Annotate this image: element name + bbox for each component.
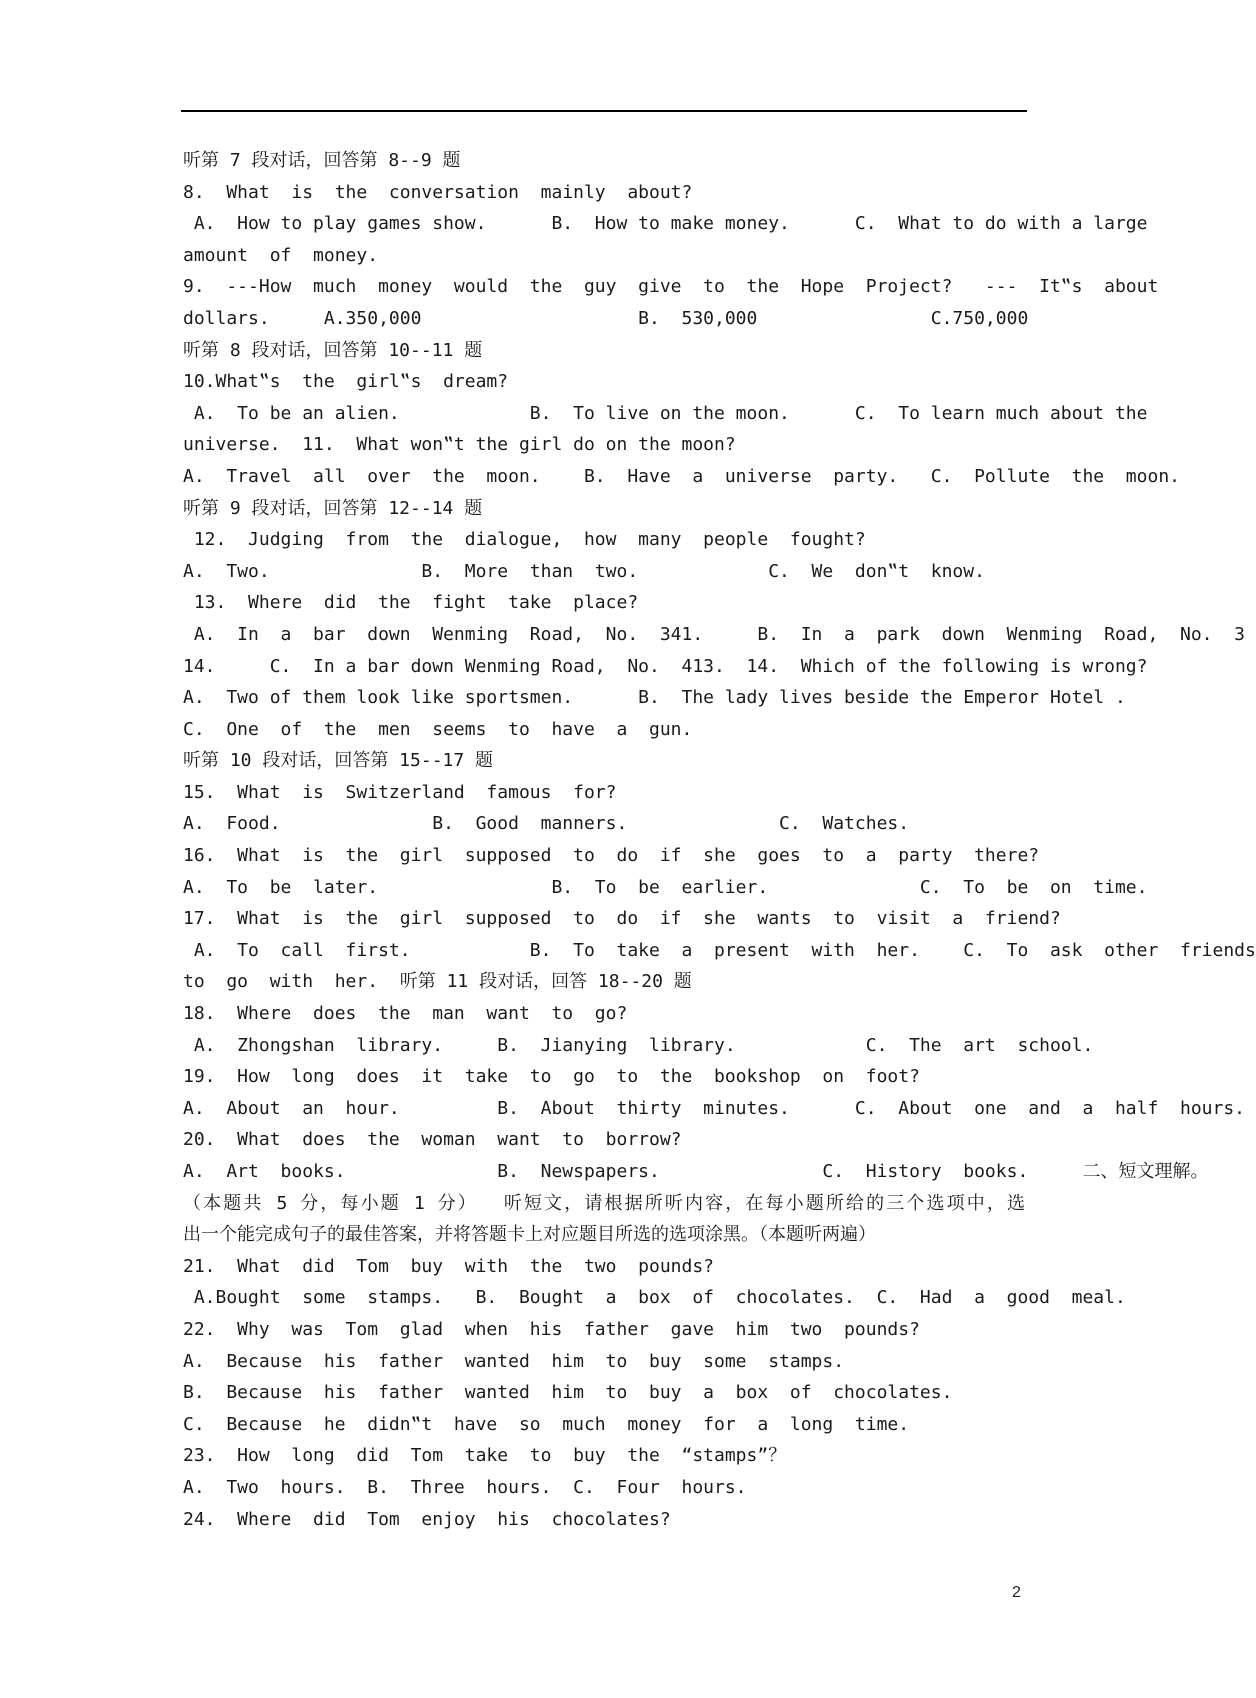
question-line: 16. What is the girl supposed to do if she goes to a party there? (183, 845, 1040, 867)
section-heading: 听第 9 段对话，回答第 12--14 题 (183, 497, 483, 519)
instructions-line: 出一个能完成句子的最佳答案，并将答题卡上对应题目所选的选项涂黑。（本题听两遍） (183, 1224, 876, 1246)
section-heading: 听第 10 段对话，回答第 15--17 题 (183, 750, 494, 772)
options-line: dollars. A.350,000 B. 530,000 C.750,000 (183, 307, 1029, 329)
options-line: A. How to play games show. B. How to make money. C. What to do with a large (183, 213, 1148, 235)
options-line: 14. C. In a bar down Wenming Road, No. 413. 14. Which of the following is wrong? (183, 655, 1148, 677)
question-line: 18. Where does the man want to go? (183, 1003, 628, 1025)
question-line: 13. Where did the fight take place? (183, 592, 639, 614)
header-rule (181, 110, 1027, 112)
question-line: 23. How long did Tom take to buy the “stamps”？ (183, 1445, 787, 1467)
options-line: A. Because his father wanted him to buy some stamps. (183, 1350, 845, 1372)
page-content (183, 145, 1256, 1535)
question-line: 22. Why was Tom glad when his father gave him two pounds? (183, 1318, 920, 1340)
options-line: A. Art books. B. Newspapers. C. History books. 二、短文理解。 (183, 1161, 1209, 1182)
question-line: 9. ---How much money would the guy give to the Hope Project? --- It‟s about (183, 276, 1159, 298)
options-line: A. To be later. B. To be earlier. C. To be on time. (183, 876, 1148, 898)
options-line: A. In a bar down Wenming Road, No. 341. B. In a park down Wenming Road, No. 3 (183, 623, 1246, 645)
options-line: C. One of the men seems to have a gun. (183, 718, 693, 740)
options-line: A. To call first. B. To take a present with her. C. To ask other friends (183, 939, 1256, 961)
options-line: A. Food. B. Good manners. C. Watches. (183, 813, 910, 835)
options-line: C. Because he didn‟t have so much money for a long time. (183, 1413, 910, 1435)
section-heading: 听第 7 段对话，回答第 8--9 题 (183, 150, 461, 171)
options-line: B. Because his father wanted him to buy a box of chocolates. (183, 1382, 953, 1404)
options-line: A. Zhongshan library. B. Jianying library. C. The art school. (183, 1034, 1094, 1056)
question-line: 10.What‟s the girl‟s dream? (183, 371, 509, 393)
options-line: A. To be an alien. B. To live on the moon. C. To learn much about the (183, 402, 1148, 424)
question-line: 21. What did Tom buy with the two pounds? (183, 1255, 715, 1277)
options-line: A. About an hour. B. About thirty minutes. C. About one and a half hours. (183, 1097, 1246, 1119)
options-line: universe. 11. What won‟t the girl do on the moon? (183, 434, 736, 456)
options-line: A. Two hours. B. Three hours. C. Four hours. (183, 1476, 747, 1498)
question-line: 8. What is the conversation mainly about? (183, 181, 693, 203)
question-line: 19. How long does it take to go to the bookshop on foot? (183, 1066, 920, 1088)
section-heading: 听第 8 段对话，回答第 10--11 题 (183, 339, 483, 361)
instructions-line: （本题共 5 分，每小题 1 分） 听短文，请根据所听内容，在每小题所给的三个选项中，选 (183, 1192, 1025, 1214)
question-line: 15. What is Switzerland famous for? (183, 781, 617, 803)
options-line: A.Bought some stamps. B. Bought a box of chocolates. C. Had a good meal. (183, 1287, 1126, 1309)
options-line: to go with her. 听第 11 段对话，回答 18--20 题 (183, 971, 692, 993)
question-line: 24. Where did Tom enjoy his chocolates? (183, 1508, 671, 1530)
page-number: 2 (1012, 1584, 1021, 1601)
options-line: A. Travel all over the moon. B. Have a universe party. C. Pollute the moon. (183, 465, 1180, 487)
options-line: amount of money. (183, 244, 379, 266)
question-line: 12. Judging from the dialogue, how many people fought? (183, 529, 866, 551)
options-line: A. Two of them look like sportsmen. B. The lady lives beside the Emperor Hotel . (183, 687, 1126, 709)
question-line: 20. What does the woman want to borrow? (183, 1129, 682, 1151)
question-line: 17. What is the girl supposed to do if she wants to visit a friend? (183, 908, 1061, 930)
options-line: A. Two. B. More than two. C. We don‟t know. (183, 560, 985, 582)
